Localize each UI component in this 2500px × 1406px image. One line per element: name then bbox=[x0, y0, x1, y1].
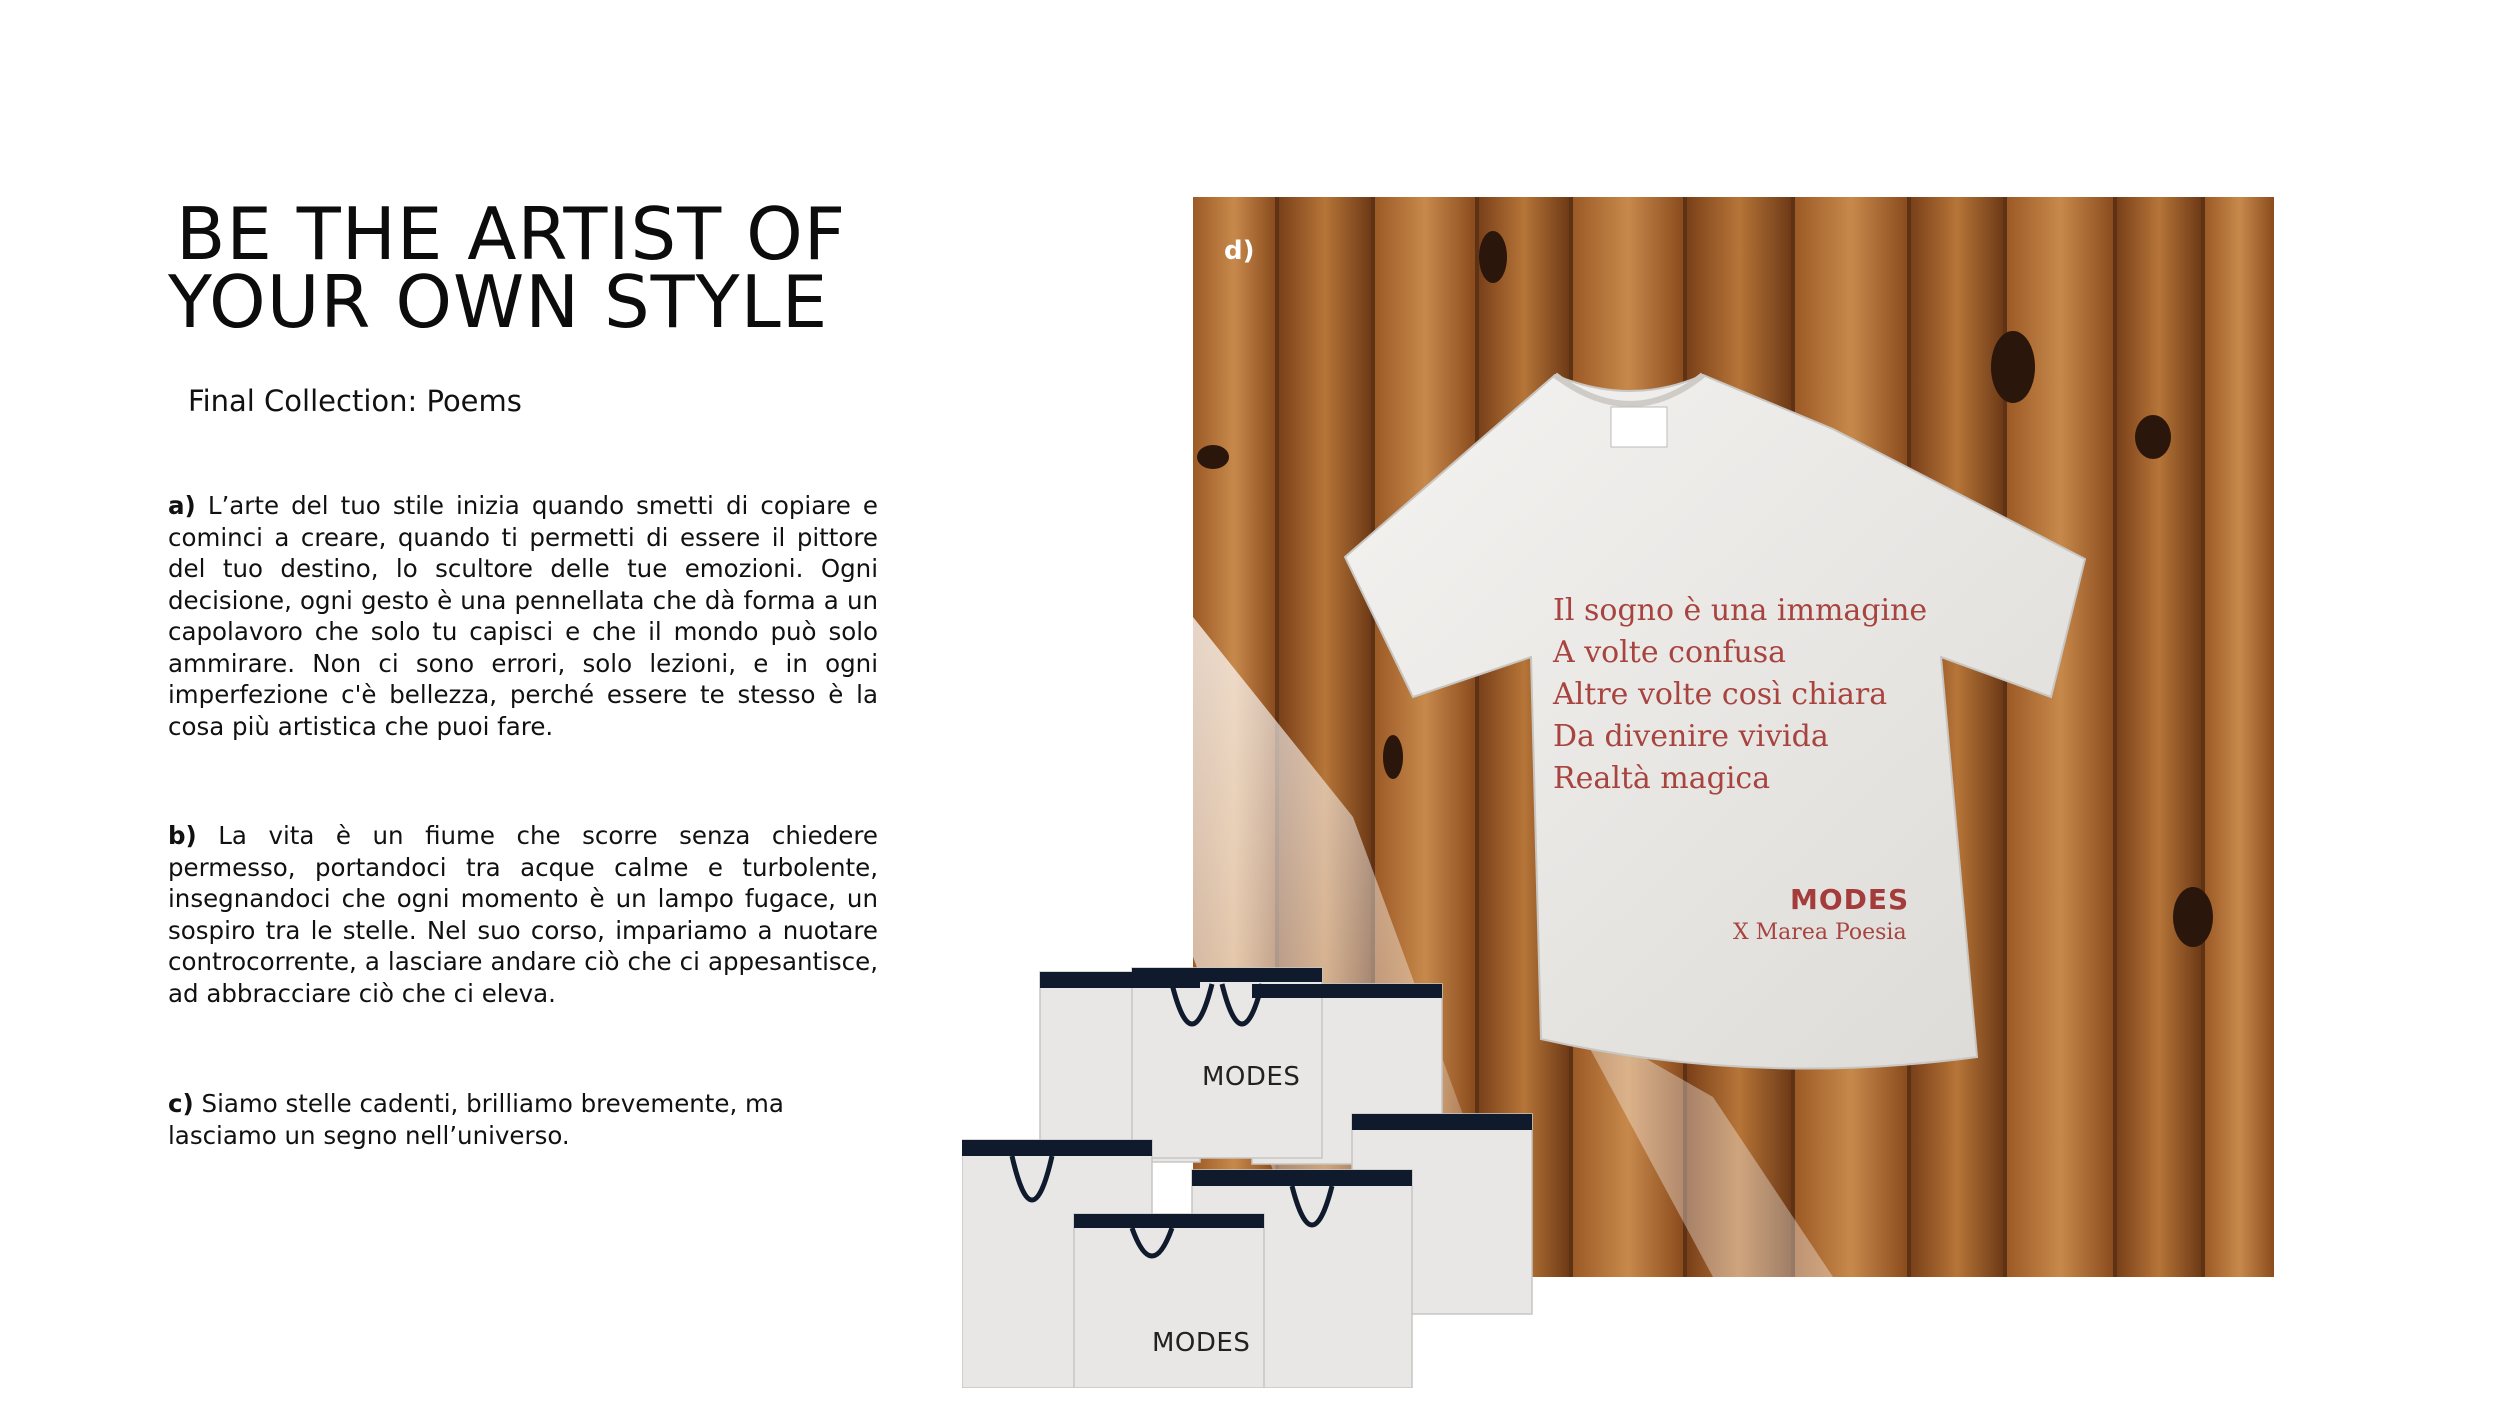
shirt-poem-line: Altre volte così chiara bbox=[1553, 677, 1888, 712]
shirt-poem-line: Da divenire vivida bbox=[1553, 719, 1829, 754]
shirt-poem bbox=[1553, 590, 1973, 800]
title-line-1: BE THE ARTIST OF bbox=[176, 192, 847, 276]
shirt-poem-line: Il sogno è una immagine bbox=[1553, 593, 1928, 628]
poem-a-text: L’arte del tuo stile inizia quando smetti di copiare e cominci a creare, quando ti permetti di essere il pittore del tuo destino, lo scultore delle tue emozioni. Ogni decisione, ogni gesto è una pennellata che dà forma a un capolavoro che solo tu capisci e che il mondo può solo ammirare. Non ci sono errori, solo lezioni, e in ogni imperfezione c'è bellezza, perché essere te stesso è la cosa più artistica che puoi fare. bbox=[168, 491, 878, 741]
poem-b-text: La vita è un fiume che scorre senza chiedere permesso, portandoci tra acque calme e turbolente, insegnandoci che ogni momento è un lampo fugace, un sospiro tra le stelle. Nel suo corso, impariamo a nuotare controcorrente, a lasciare andare ciò che ci appesantisce, ad abbracciare ciò che ci eleva. bbox=[168, 821, 878, 1008]
title-line-2: YOUR OWN STYLE bbox=[168, 260, 829, 344]
shopping-bags-image bbox=[962, 944, 1574, 1388]
shirt-poem-line: A volte confusa bbox=[1553, 635, 1787, 670]
poem-c-text: Siamo stelle cadenti, brilliamo brevemente, ma lasciamo un segno nell’universo. bbox=[168, 1089, 784, 1150]
page-title bbox=[168, 192, 936, 344]
shirt-collab-text: X Marea Poesia bbox=[1733, 920, 1907, 945]
poem-b bbox=[168, 820, 878, 1009]
poem-a bbox=[168, 490, 878, 742]
poem-c-marker: c) bbox=[168, 1089, 194, 1118]
poem-b-marker: b) bbox=[168, 821, 197, 850]
bag-logo: MODES bbox=[1202, 1062, 1301, 1092]
photo-label: d) bbox=[1224, 236, 1255, 266]
shopping-bags-illustration bbox=[962, 944, 1574, 1388]
shirt-poem-line: Realtà magica bbox=[1553, 761, 1771, 796]
bag-logo: MODES bbox=[1152, 1328, 1251, 1358]
shirt-brand-logo: MODES bbox=[1790, 883, 1910, 916]
poem-a-marker: a) bbox=[168, 491, 196, 520]
collection-subtitle: Final Collection: Poems bbox=[188, 384, 522, 418]
poem-c bbox=[168, 1088, 868, 1151]
